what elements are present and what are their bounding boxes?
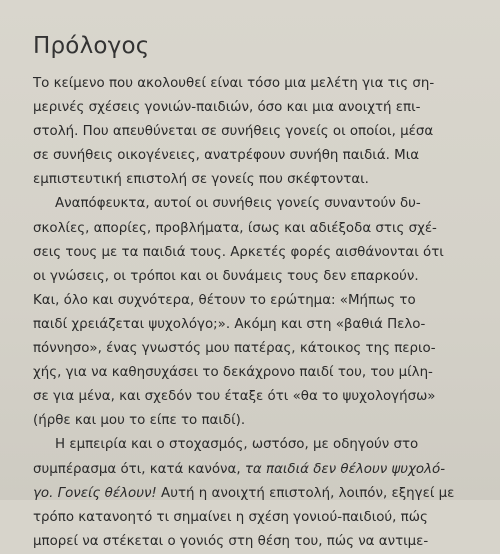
text-line-16: Η εμπειρία και ο στοχασμός, ωστόσο, με οδηγούν στο	[55, 437, 419, 453]
text-line-1: Το κείμενο που ακολουθεί είναι τόσο μια μελέτη για τις ση-	[33, 76, 435, 91]
text-line-20: μπορεί να στέκεται ο γονιός στη θέση του, πώς να αντιμε-	[33, 533, 429, 549]
text-line-7: σκολίες, απορίες, προβλήματα, ίσως και αδιέξοδα στις σχέ-	[33, 220, 437, 236]
text-line-12: πόννησο», ένας γνωστός μου πατέρας, κάτοικος της περιο-	[33, 341, 436, 357]
text-line-6: Αναπόφευκτα, αυτοί οι συνήθεις γονείς συναντούν δυ-	[55, 196, 421, 212]
page-title: Πρόλογος	[33, 33, 150, 59]
text-line-8: σεις τους με τα παιδιά τους. Αρκετές φορές αισθάνονται ότι	[33, 244, 444, 260]
text-line-17-regular: συμπέρασμα ότι, κατά κανόνα,	[33, 461, 245, 477]
prologue-body	[33, 72, 469, 554]
text-line-11: παιδί χρειάζεται ψυχολόγο;». Ακόμη και στη «βαθιά Πελο-	[33, 316, 426, 332]
text-line-18	[33, 482, 469, 506]
text-line-13: χής, για να καθησυχάσει το δεκάχρονο παιδί του, του μίλη-	[33, 365, 433, 381]
text-line-9: οι γνώσεις, οι τρόποι και οι δυνάμεις τους δεν επαρκούν.	[33, 268, 419, 284]
text-line-4: σε συνήθεις οικογένειες, ανατρέφουν συνήθη παιδιά. Μια	[33, 148, 420, 164]
text-line-19: τρόπο κατανοητό τι σημαίνει η σχέση γονιού-παιδιού, πώς	[33, 509, 428, 525]
text-line-18-regular: Αυτή η ανοιχτή επιστολή, λοιπόν, εξηγεί με	[156, 485, 455, 501]
text-line-18-italic: γο. Γονείς θέλουν!	[33, 485, 157, 501]
text-line-14: σε για μένα, και σχεδόν του έταξε ότι «θα το ψυχολογήσω»	[33, 389, 436, 405]
text-line-3: στολή. Που απευθύνεται σε συνήθεις γονείς οι οποίοι, μέσα	[33, 124, 434, 140]
text-line-15: (ήρθε και μου το είπε το παιδί).	[33, 413, 246, 429]
text-line-5: εμπιστευτική επιστολή σε γονείς που σκέφτονται.	[33, 172, 369, 188]
text-line-2: μερινές σχέσεις γονιών-παιδιών, όσο και μια ανοιχτή επι-	[33, 100, 421, 116]
text-line-17	[33, 458, 469, 482]
text-line-10: Και, όλο και συχνότερα, θέτουν το ερώτημα: «Μήπως το	[33, 292, 416, 308]
text-line-17-italic: τα παιδιά δεν θέλουν ψυχολό-	[244, 461, 446, 477]
